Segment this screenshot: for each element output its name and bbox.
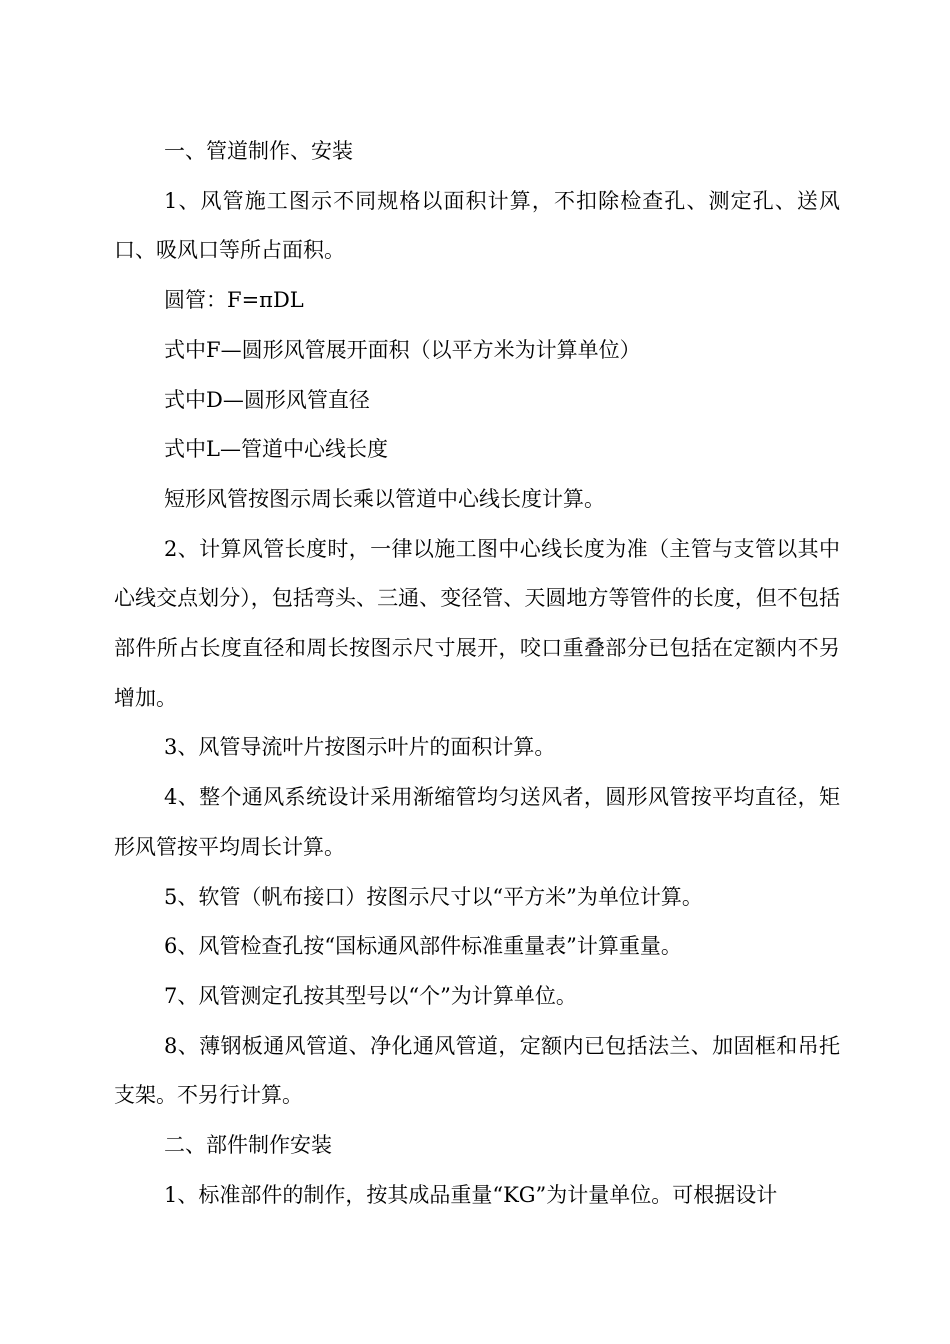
- paragraph-6: 6、风管检查孔按“国标通风部件标准重量表”计算重量。: [164, 934, 682, 959]
- paragraph-4: 4、整个通风系统设计采用渐缩管均匀送风者，圆形风管按平均直径，矩形风管按平均周长计算。: [114, 785, 840, 859]
- paragraph-1: 1、风管施工图示不同规格以面积计算，不扣除检查孔、测定孔、送风口、吸风口等所占面积。: [114, 188, 840, 263]
- paragraph-formula-f: 式中F—圆形风管展开面积（以平方米为计算单位）: [164, 337, 641, 362]
- paragraph-7: 7、风管测定孔按其型号以“个”为计算单位。: [164, 983, 577, 1008]
- paragraph-parts-1: 1、标准部件的制作，按其成品重量“KG”为计量单位。可根据设计: [164, 1182, 778, 1207]
- section-heading-1: 一、管道制作、安装: [164, 139, 353, 163]
- paragraph-5: 5、软管（帆布接口）按图示尺寸以“平方米”为单位计算。: [164, 884, 703, 909]
- paragraph-formula-l: 式中L—管道中心线长度: [164, 437, 388, 462]
- paragraph-8: 8、薄钢板通风管道、净化通风管道，定额内已包括法兰、加固框和吊托支架。不另行计算。: [114, 1033, 840, 1108]
- paragraph-formula-d: 式中D—圆形风管直径: [164, 387, 370, 412]
- paragraph-formula: 圆管：F=πDL: [164, 288, 304, 313]
- document-page: [114, 127, 840, 1220]
- paragraph-3: 3、风管导流叶片按图示叶片的面积计算。: [164, 735, 556, 760]
- section-heading-2: 二、部件制作安装: [164, 1133, 332, 1158]
- paragraph-2: 2、计算风管长度时，一律以施工图中心线长度为准（主管与支管以其中心线交点划分），包括弯头、三通、变径管、天圆地方等管件的长度，但不包括部件所占长度直径和周长按图示尺寸展开，咬口重叠部分已包括在定额内不另增加。: [114, 536, 840, 710]
- paragraph-rect-duct: 短形风管按图示周长乘以管道中心线长度计算。: [164, 486, 605, 511]
